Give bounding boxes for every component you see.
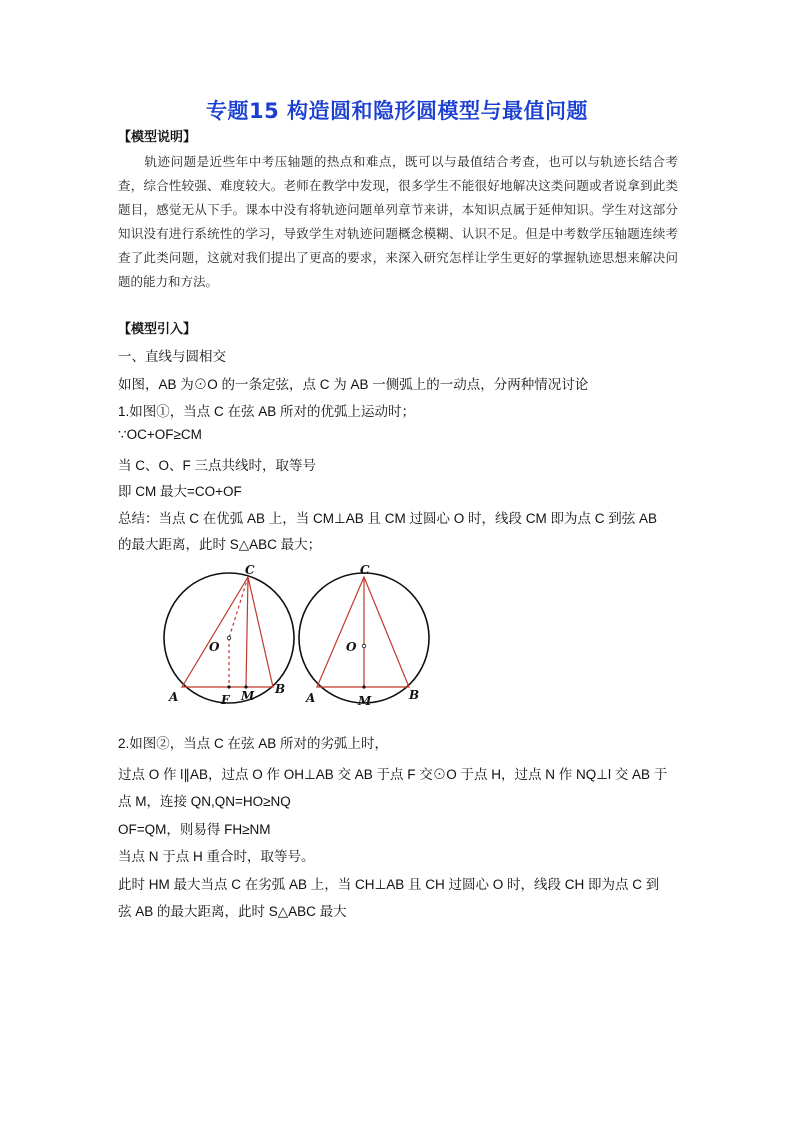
label-m-left: M — [241, 689, 255, 703]
figure-2 — [299, 563, 429, 708]
explain-paragraph — [118, 150, 678, 294]
label-b-right: B — [409, 688, 420, 702]
circle-figures — [155, 562, 445, 712]
label-c-right: C — [360, 563, 370, 577]
text-line: 2.如图②，当点 C 在弦 AB 所对的劣弧上时， — [118, 736, 389, 751]
label-a-right: A — [306, 691, 316, 705]
triangle-abc-left — [182, 577, 273, 687]
text-line: 当点 N 于点 H 重合时，取等号。 — [118, 849, 315, 864]
segment-co-dashed — [229, 577, 248, 638]
section-header-intro: 【模型引入】 — [118, 322, 197, 337]
text-line: 此时 HM 最大当点 C 在劣弧 AB 上，当 CH⊥AB 且 CH 过圆心 O 时，线段 CH 即为点 C 到 — [118, 877, 660, 892]
text-line: 即 CM 最大=CO+OF — [118, 484, 242, 499]
triangle-abc-right — [317, 577, 409, 687]
text-line: 点 M，连接 QN,QN=HO≥NQ — [118, 794, 291, 809]
explain-text: 轨迹问题是近些年中考压轴题的热点和难点，既可以与最值结合考查，也可以与轨迹长结合考查，综合性较强、难度较大。老师在教学中发现，很多学生不能很好地解决这类问题或者说拿到此类题目，感觉无从下手。课本中没有将轨迹问题单列章节来讲，本知识点属于延伸知识。学生对这部分知识没有进行系统性的学习，导致学生对轨迹问题概念模糊、认识不足。但是中考数学压轴题连续考查了此类问题，这就对我们提出了更高的要求，来深入研究怎样让学生更好的掌握轨迹思想来解决问题的能力和方法。 — [118, 154, 678, 289]
label-o-left: O — [209, 640, 220, 654]
label-c-left: C — [245, 563, 255, 577]
text-line: ∵OC+OF≥CM — [118, 427, 202, 442]
text-line: 弦 AB 的最大距离，此时 S△ABC 最大 — [118, 904, 347, 919]
label-f: F — [221, 693, 230, 707]
section-header-explain: 【模型说明】 — [118, 130, 197, 145]
label-o-right: O — [346, 640, 357, 654]
text-line: 总结：当点 C 在优弧 AB 上，当 CM⊥AB 且 CM 过圆心 O 时，线段 CM 即为点 C 到弦 AB — [118, 511, 658, 526]
center-point-right — [362, 644, 366, 648]
label-b-left: B — [275, 682, 286, 696]
segment-cm — [246, 577, 248, 687]
text-line: 的最大距离，此时 S△ABC 最大； — [118, 537, 322, 552]
figure-1 — [164, 563, 294, 707]
text-line: 1.如图①，当点 C 在弦 AB 所对的优弧上运动时； — [118, 404, 416, 419]
label-m-right: M — [358, 694, 372, 708]
text-line: 当 C、O、F 三点共线时，取等号 — [118, 458, 316, 473]
point-m-right — [362, 685, 365, 688]
point-f — [227, 685, 230, 688]
text-line: 如图，AB 为⊙O 的一条定弦，点 C 为 AB 一侧弧上的一动点，分两种情况讨论 — [118, 377, 589, 392]
label-a-left: A — [169, 690, 179, 704]
text-line: 一、直线与圆相交 — [118, 349, 226, 364]
text-line: OF=QM，则易得 FH≥NM — [118, 822, 271, 837]
center-point-left — [227, 636, 231, 640]
page-title: 专题15 构造圆和隐形圆模型与最值问题 — [205, 99, 589, 123]
text-line: 过点 O 作 l∥AB，过点 O 作 OH⊥AB 交 AB 于点 F 交⊙O 于点 H，过点 N 作 NQ⊥l 交 AB 于 — [118, 767, 668, 782]
